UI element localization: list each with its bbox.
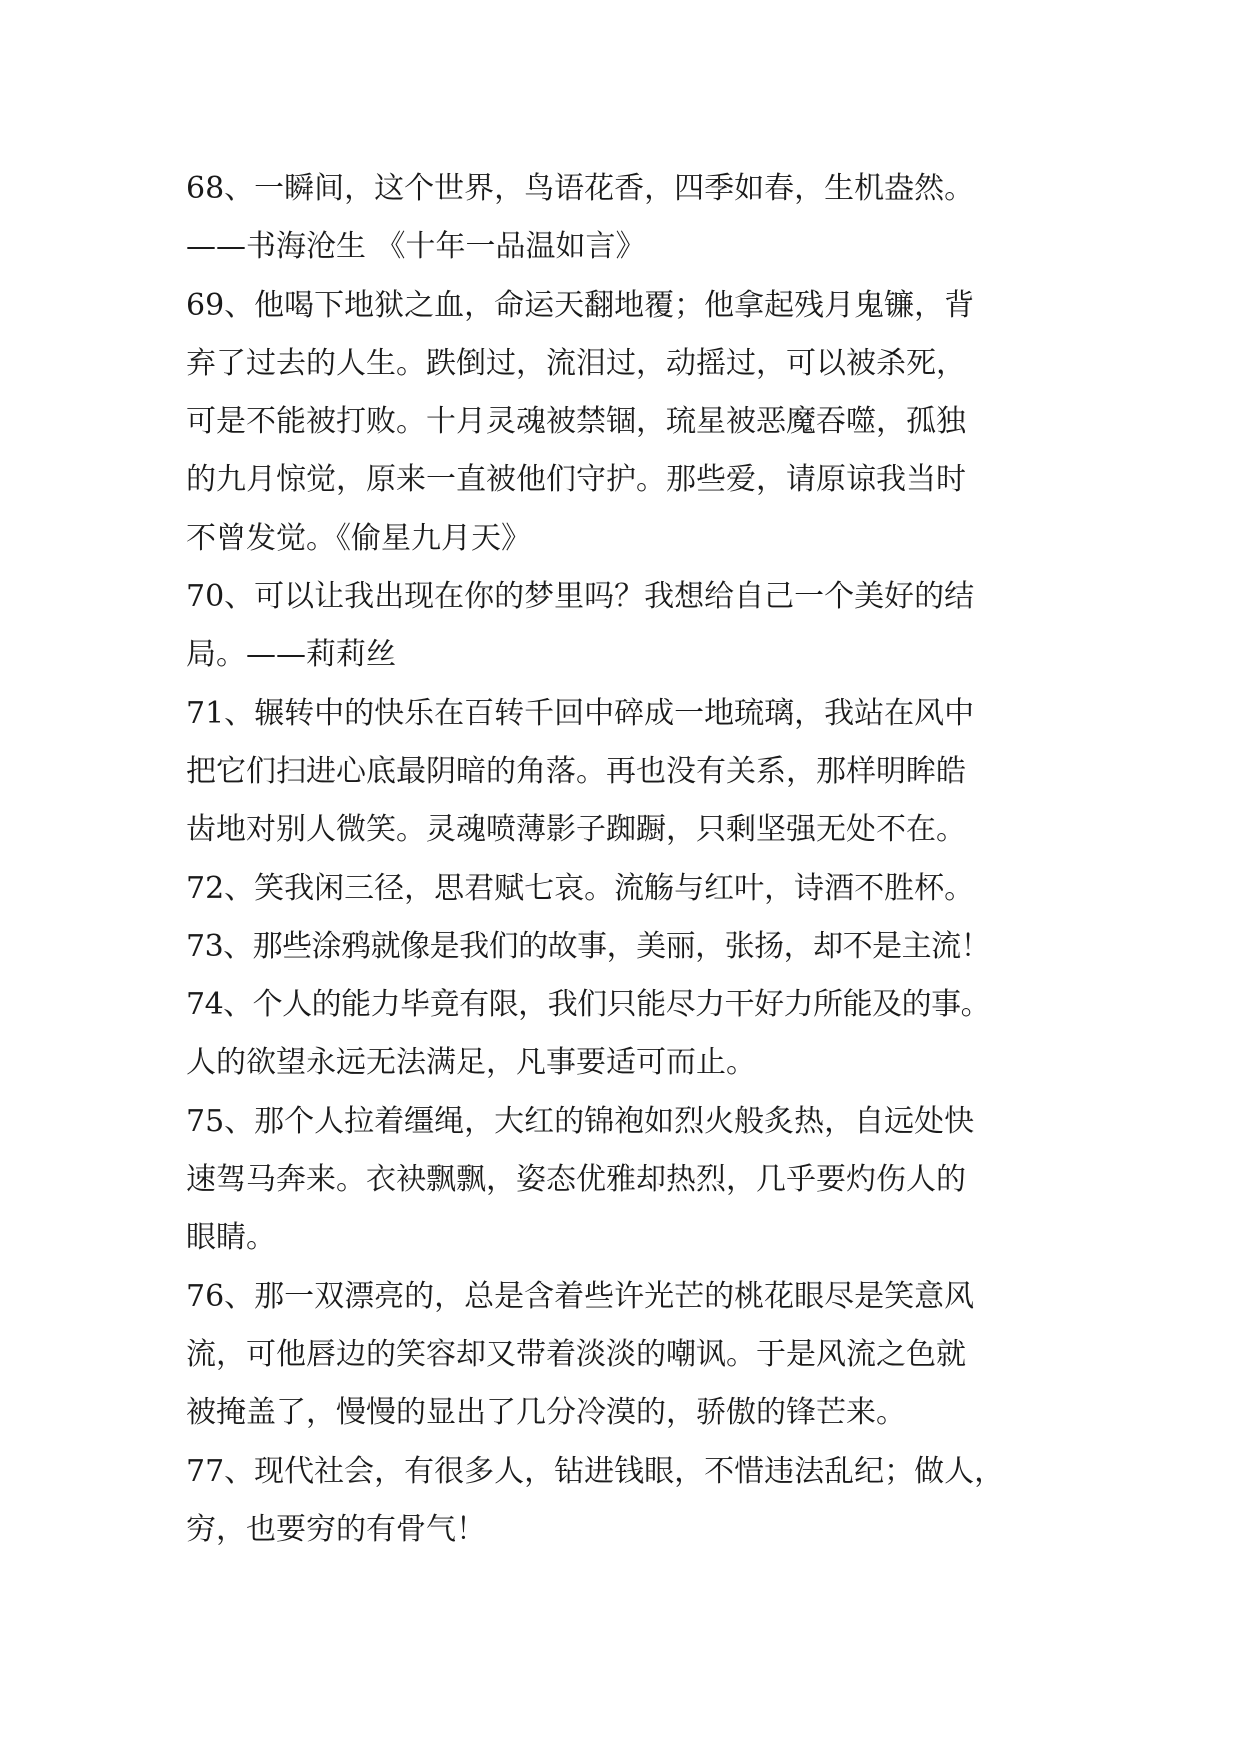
text-line: 71、辗转中的快乐在百转千回中碎成一地琉璃，我站在风中 — [186, 695, 975, 731]
text-line: 不曾发觉。《偷星九月天》 — [186, 520, 531, 556]
quote-text-block — [186, 160, 1066, 1559]
text-line: 流，可他唇边的笑容却又带着淡淡的嘲讽。于是风流之色就 — [186, 1336, 966, 1372]
text-line: ——书海沧生 《十年一品温如言》 — [186, 229, 646, 265]
text-line: 齿地对别人微笑。灵魂喷薄影子踟蹰，只剩坚强无处不在。 — [186, 812, 966, 848]
text-line: 可是不能被打败。十月灵魂被禁锢，琉星被恶魔吞噬，孤独 — [186, 404, 966, 440]
text-line: 75、那个人拉着缰绳，大红的锦袍如烈火般炙热，自远处快 — [186, 1103, 975, 1139]
text-line: 70、可以让我出现在你的梦里吗？我想给自己一个美好的结 — [186, 579, 975, 615]
text-line: 的九月惊觉，原来一直被他们守护。那些爱，请原谅我当时 — [186, 462, 966, 498]
text-line: 眼睛。 — [186, 1220, 276, 1256]
text-line: 68、一瞬间，这个世界，鸟语花香，四季如春，生机盎然。 — [186, 171, 975, 206]
text-line: 74、个人的能力毕竟有限，我们只能尽力干好力所能及的事。 — [186, 987, 991, 1023]
text-line: 73、那些涂鸦就像是我们的故事，美丽，张扬，却不是主流！ — [186, 928, 991, 964]
text-line: 把它们扫进心底最阴暗的角落。再也没有关系，那样明眸皓 — [186, 753, 966, 789]
text-line: 被掩盖了，慢慢的显出了几分冷漠的，骄傲的锋芒来。 — [186, 1395, 906, 1431]
text-line: 72、笑我闲三径，思君赋七哀。流觞与红叶，诗酒不胜杯。 — [186, 870, 975, 906]
text-line: 穷，也要穷的有骨气！ — [186, 1511, 486, 1547]
text-line: 69、他喝下地狱之血，命运天翻地覆；他拿起残月鬼镰，背 — [186, 287, 975, 323]
text-line: 弃了过去的人生。跌倒过，流泪过，动摇过，可以被杀死， — [186, 345, 966, 381]
text-line: 局。——莉莉丝 — [186, 637, 396, 673]
text-line: 速驾马奔来。衣袂飘飘，姿态优雅却热烈，几乎要灼伤人的 — [186, 1162, 966, 1198]
text-line: 76、那一双漂亮的，总是含着些许光芒的桃花眼尽是笑意风 — [186, 1278, 975, 1314]
text-line: 人的欲望永远无法满足，凡事要适可而止。 — [186, 1045, 756, 1081]
text-line: 77、现代社会，有很多人，钻进钱眼，不惜违法乱纪；做人， — [186, 1453, 1005, 1489]
